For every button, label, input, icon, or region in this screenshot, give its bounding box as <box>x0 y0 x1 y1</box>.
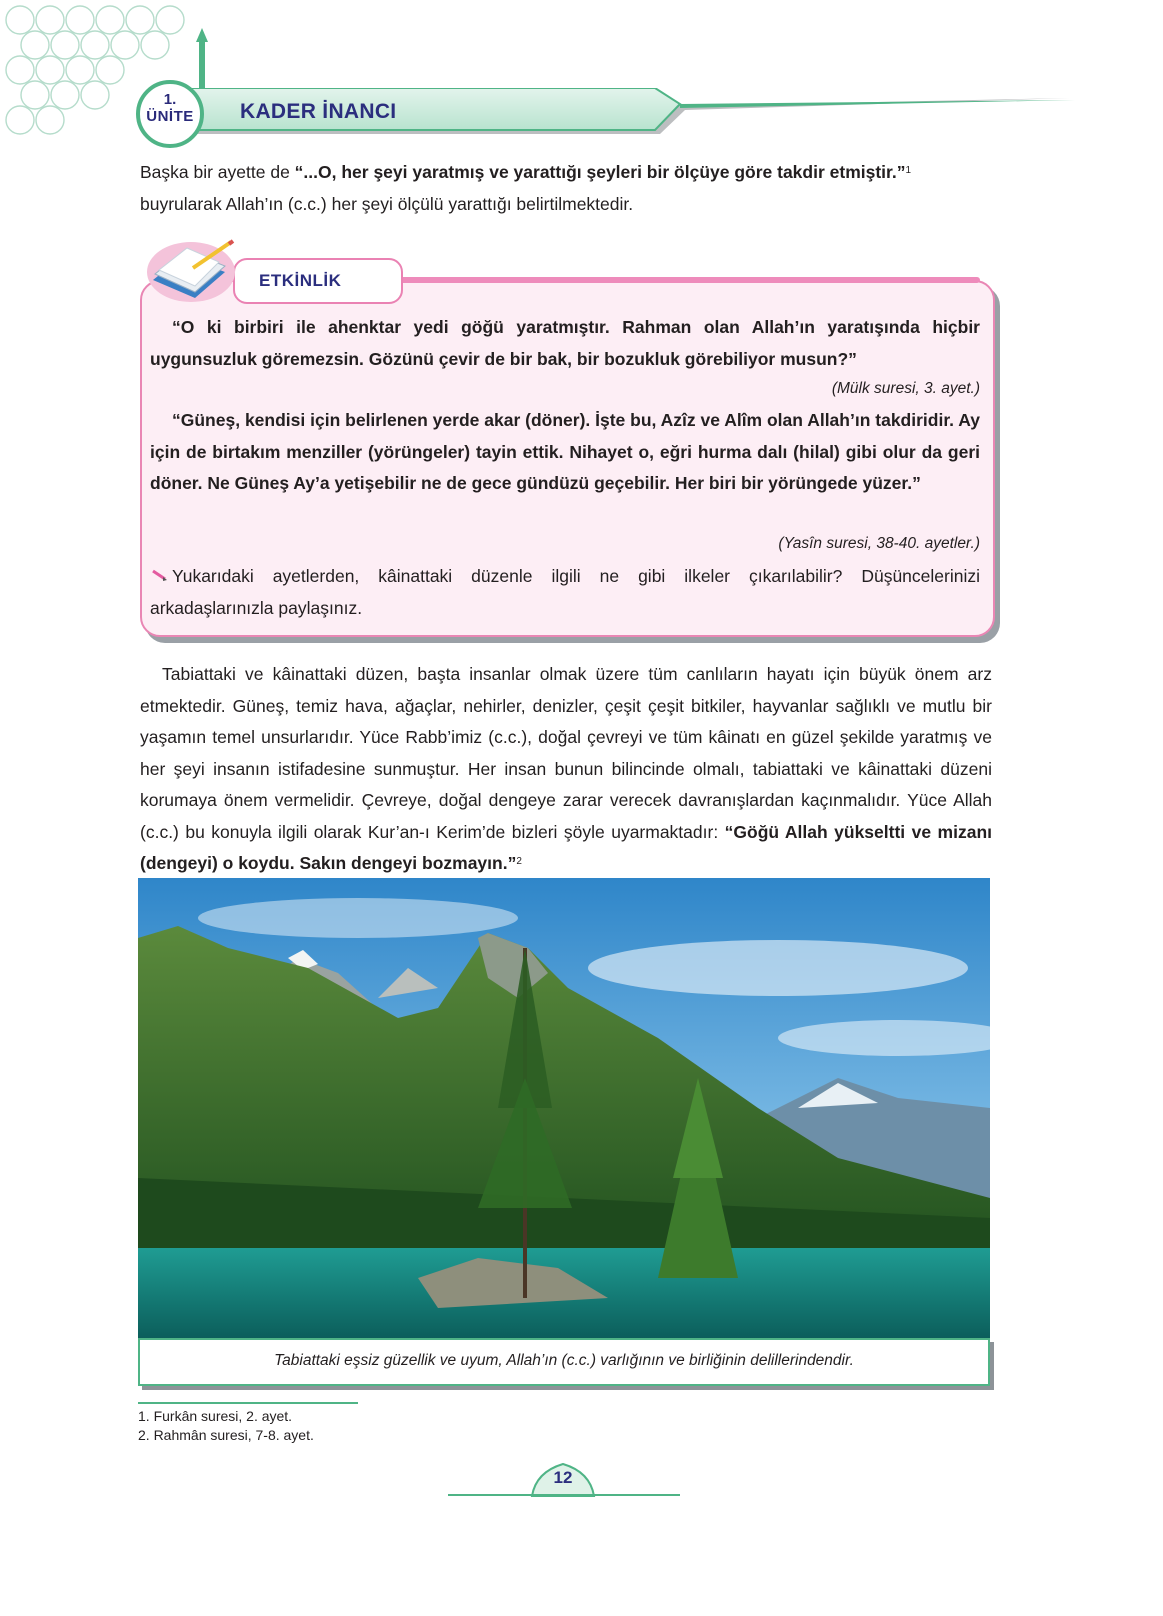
activity-header-line <box>400 277 980 283</box>
body-paragraph <box>140 659 992 880</box>
unit-number: 1. <box>163 91 177 108</box>
photo-caption: Tabiattaki eşsiz güzellik ve uyum, Allah’ın (c.c.) varlığının ve birliğinin delillerindendir. <box>274 1352 854 1369</box>
quote-2-text: “Güneş, kendisi için belirlenen yerde akar (döner). İşte bu, Azîz ve Alîm olan Allah’ın takdiridir. Ay için de birtakım menziller (yörüngeler) tayin ettik. Nihayet o, eğri hurma dalı (hilal) gibi olur da geri döner. Ne Güneş Ay’a yetişebilir ne de gece gündüzü geçebilir. Her biri bir yörüngede yüzer.” <box>150 410 980 493</box>
footer-line <box>448 1494 680 1496</box>
intro-text: Başka bir ayette de <box>140 162 295 182</box>
activity-title: ETKİNLİK <box>259 271 342 290</box>
activity-task <box>150 561 980 624</box>
body-text: Tabiattaki ve kâinattaki düzen, başta insanlar olmak üzere tüm canlıların hayatı için büyük önem arz etmektedir. Güneş, temiz hava, ağaçlar, nehirler, denizler, çeşit çeşit bitkiler, hayvanlar sağlıklı ve mutlu bir yaşamın temel unsurlarıdır. Yüce Rabb’imiz (c.c.), doğal çevreyi ve tüm kâinatı en güzel şekilde yaratmış ve her şeyi insanın istifadesine sunmuştur. Her insan bunun bilincinde olmalı, tabiattaki ve kâinattaki düzeni korumaya önem vermelidir. Çevreye, doğal dengeye zarar verecek davranışlardan kaçınmalıdır. Yüce Allah (c.c.) bu konuyla ilgili olarak Kur’an-ı Kerim’de bizleri şöyle uyarmaktadır: <box>140 664 992 842</box>
activity-quote-1 <box>150 312 980 375</box>
footnote-ref-1: 1 <box>905 165 912 176</box>
intro-quote: “...O, her şeyi yaratmış ve yarattığı şeyleri bir ölçüye göre takdir etmiştir.” <box>294 162 906 182</box>
intro-text-line2: buyrularak Allah’ın (c.c.) her şeyi ölçülü yarattığı belirtilmektedir. <box>140 193 634 214</box>
source-2: (Yasîn suresi, 38-40. ayetler.) <box>778 535 980 552</box>
page-number: 12 <box>553 1468 573 1487</box>
unit-badge <box>136 80 204 148</box>
footnote-ref-2: 2 <box>516 856 522 867</box>
activity-task-text: Yukarıdaki ayetlerden, kâinattaki düzenle ilgili ne gibi ilkeler çıkarılabilir? Düşüncelerinizi arkadaşlarınızla paylaşınız. <box>150 566 980 618</box>
landscape-photo <box>138 878 990 1340</box>
footnote-divider <box>138 1402 358 1404</box>
intro-paragraph <box>140 157 992 220</box>
footnote-2: 2. Rahmân suresi, 7-8. ayet. <box>138 1427 314 1443</box>
unit-title: KADER İNANCI <box>240 100 397 123</box>
unit-label: ÜNİTE <box>146 108 194 125</box>
book-icon <box>145 232 237 304</box>
quote-1-text: “O ki birbiri ile ahenktar yedi göğü yaratmıştır. Rahman olan Allah’ın yaratışında hiçbir uygunsuzluk göremezsin. Gözünü çevir de bir bak, bir bozukluk görebiliyor musun?” <box>150 317 980 369</box>
body-quote: “Göğü Allah yükseltti ve mizanı (dengeyi) o koydu. Sakın dengeyi bozmayın.” <box>140 821 992 873</box>
pencil-icon <box>150 561 172 593</box>
source-1: (Mülk suresi, 3. ayet.) <box>831 380 980 397</box>
activity-quote-2 <box>150 405 980 500</box>
footnote-1: 1. Furkân suresi, 2. ayet. <box>138 1408 293 1424</box>
